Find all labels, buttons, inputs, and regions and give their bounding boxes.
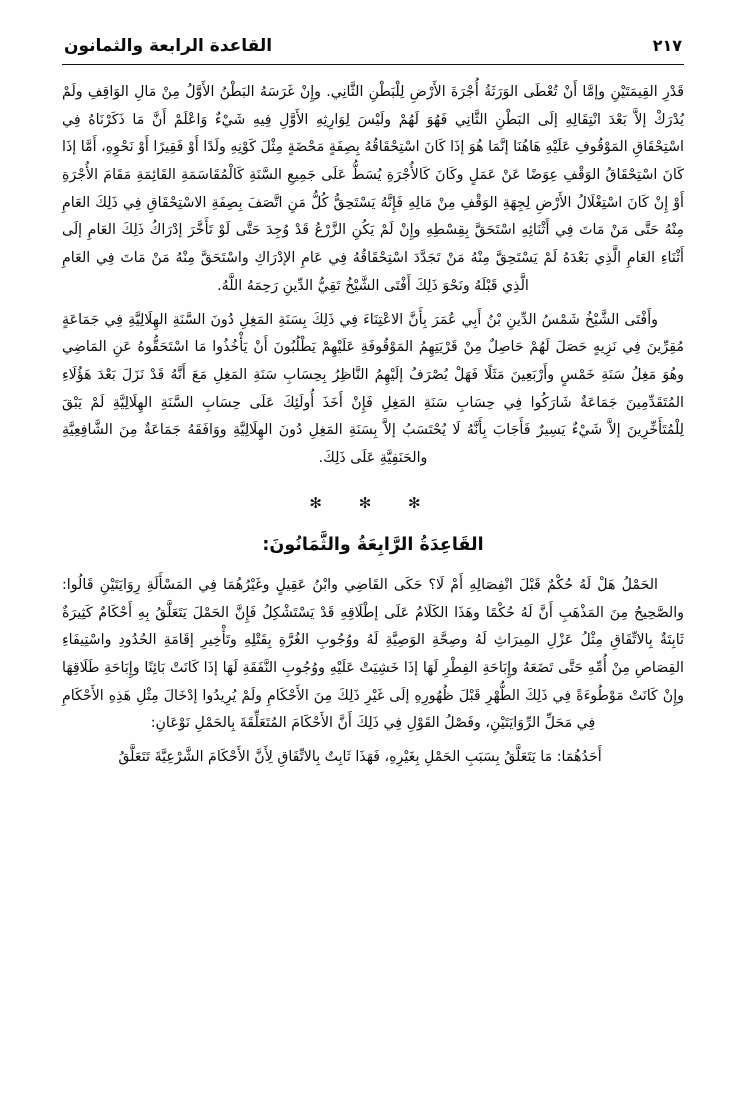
section-paragraph-1: الحَمْلُ هَلْ لَهُ حُكْمٌ قَبْلَ انْفِصَالِهِ أَمْ لَا؟ حَكَى القَاضِي وابْنُ عَقِيلٍ وغَيْرُهُمَا فِي المَسْأَلَةِ رِوَايَتَيْنِ قَالُوا: والصَّحِيحُ مِنَ المَذْهَبِ أَنَّ لَهُ حُكْمًا وهَذَا الكَلَامُ عَلَى إطْلَاقِهِ قَدْ يَسْتَشْكِلُ فَإِنَّ الحَمْلَ يَتَعَلَّقُ بِهِ أَحْكَامٌ كَثِيرَةٌ ثَابِتَةٌ بِالاتِّفَاقِ مِثْلُ عَزْلِ المِيرَاثِ لَهُ وصِحَّةِ الوَصِيَّةِ لَهُ ووُجُوبِ الغُرَّةِ بِقَتْلِهِ وتَأْخِيرِ إقَامَةِ الحُدُودِ واسْتِيفَاءِ القِصَاصِ مِنْ أُمِّهِ حَتَّى تَضَعَهُ وإِبَاحَةِ الفِطْرِ لَهَا إذَا خَشِيَتْ عَلَيْهِ ووُجُوبِ النَّفَقَةِ لَهَا إذَا كَانَتْ بَائِنًا وإِبَاحَةِ طَلَاقِهَا وإِنْ كَانَتْ مَوْطُوءَةً فِي ذَلِكَ الطُّهْرِ قَبْلَ ظُهُورِهِ إلَى غَيْرِ ذَلِكَ مِنَ الأَحْكَامِ ولَمْ يُرِيدُوا إدْخَالَ مِثْلِ هَذِهِ الأَحْكَامِ فِي مَحَلِّ الرِّوَايَتَيْنِ، وفَصْلُ القَوْلِ فِي ذَلِكَ أَنَّ الأَحْكَامَ المُتَعَلِّقَةَ بِالحَمْلِ نَوْعَانِ: <box>62 577 684 732</box>
paragraph-1: قَدْرِ القِيمَتَيْنِ وإمَّا أَنْ تُعْطَى الوَرَثَةُ أُجْرَةَ الأَرْضِ لِلْبَطْنِ الثَّانِي. وإِنْ غَرَسَهُ البَطْنُ الأَوَّلُ مِنْ مَالِ الوَاقِفِ ولَمْ يُدْرَكْ إلاَّ بَعْدَ انْتِقَالِهِ إلَى البَطْنِ الثَّانِي فَهُوَ لَهُمْ ولَيْسَ لِوَارِثِهِ الأَوَّلِ فِيهِ شَيْءٌ وَاعْلَمْ أَنَّ مَا ذَكَرْنَاهُ فِي اسْتِحْقَاقِ المَوْقُوفِ عَلَيْهِ هَاهُنَا إنَّمَا هُوَ إذَا كَانَ اسْتِحْقَاقُهُ بِصِفَةٍ مَحْضَةٍ مِثْلَ كَوْنِهِ ولَدًا أَوْ فَقِيرًا أَوْ نَحْوِهِ، أَمَّا إذَا كَانَ اسْتِحْقَاقُ الوَقْفِ عِوَضًا عَنْ عَمَلٍ وكَانَ كَالأُجْرَةِ يُسَطُّ عَلَى جَمِيعِ السَّنَةِ كَالْمُقَاسَمَةِ القَائِمَةِ مَقَامَ الأُجْرَةِ أَوْ إِنْ كَانَ اسْتِغْلَالُ الأَرْضِ لِجِهَةِ الوَقْفِ مِنْ مَالِهِ فَإِنَّهُ يَسْتَحِقُّ كُلُّ مَنِ اتَّصَفَ بِصِفَةِ الاسْتِحْقَاقِ فِي ذَلِكَ العَامِ مِنْهُ حَتَّى مَنْ مَاتَ فِي أَثْنَائِهِ اسْتَحَقَّ بِقِسْطِهِ وإِنْ لَمْ يَكُنِ الزَّرْعُ قَدْ وُجِدَ حَتَّى لَوْ تَأَخَّرَ إدْرَاكُ ذَلِكَ العَامِ إلَى أَثْنَاءِ العَامِ الَّذِي بَعْدَهُ لَمْ يَسْتَحِقَّ مِنْهُ مَنْ تَجَدَّدَ اسْتِحْقَاقُهُ فِي عَامِ الإدْرَاكِ واسْتَحَقَّ مِنْهُ مَنْ مَاتَ فِي العَامِ الَّذِي قَبْلَهُ ونَحْوَ ذَلِكَ أَفْتَى الشَّيْخُ تَقِيُّ الدِّينِ رَحِمَهُ اللَّهُ. <box>62 84 684 294</box>
section-heading: القَاعِدَةُ الرَّابِعَةُ والثَّمَانُونَ: <box>262 534 484 555</box>
page-number: ٢١٧ <box>652 36 682 55</box>
section-paragraph-2: أَحَدُهُمَا: مَا يَتَعَلَّقُ بِسَبَبِ الحَمْلِ بِغَيْرِهِ، فَهَذَا ثَابِتٌ بِالاتِّفَاقِ لِأَنَّ الأَحْكَامَ الشَّرْعِيَّةَ تَتَعَلَّقُ <box>118 749 602 766</box>
page-header <box>62 36 684 62</box>
running-title: القاعدة الرابعة والثمانون <box>64 36 273 56</box>
header-divider <box>62 64 684 65</box>
section-separator: ✻ ✻ ✻ <box>309 493 437 512</box>
page-body <box>62 79 684 772</box>
paragraph-2: وأَفْتَى الشَّيْخُ شَمْسُ الدِّينِ بْنُ أَبِي عُمَرَ بِأَنَّ الاعْتِنَاءَ فِي ذَلِكَ بِسَنَةِ المَغِلِ دُونَ السَّنَةِ الهِلَالِيَّةِ فِي جَمَاعَةٍ مُقِرِّينَ فِي نَزِيهٍ حَصَلَ لَهُمْ حَاصِلٌ مِنْ قَرْيَتِهِمُ المَوْقُوفَةِ عَلَيْهِمْ يَطْلُبُونَ أَنْ يَأْخُذُوا مَا اسْتَحَقُّوهُ عَنِ المَاضِي وهُوَ مَغِلُ سَنَةِ خَمْسٍ وأَرْبَعِينَ مَثَلًا فَهَلْ يُصْرَفُ إلَيْهِمُ النَّاظِرُ بِحِسَابِ سَنَةِ المَغِلِ مَعَ أَنَّهُ قَدْ نَزَلَ بَعْدَ هَؤُلَاءِ المُتَقَدِّمِينَ جَمَاعَةٌ شَارَكُوا فِي حِسَابِ سَنَةِ المَغِلِ فَإِنْ أَخَذَ أُولَئِكَ عَلَى حِسَابِ السَّنَةِ الهِلَالِيَّةِ لَمْ يَبْقَ لِلْمُتَأَخِّرِينَ إلاَّ شَيْءٌ يَسِيرٌ فَأَجَابَ بِأَنَّهُ لَا يُحْتَسَبُ إلاَّ بِسَنَةِ المَغِلِ دُونَ الهِلَالِيَّةِ ووَافَقَهُ جَمَاعَةٌ مِنَ الشَّافِعِيَّةِ والحَنَفِيَّةِ عَلَى ذَلِكَ. <box>62 311 684 466</box>
